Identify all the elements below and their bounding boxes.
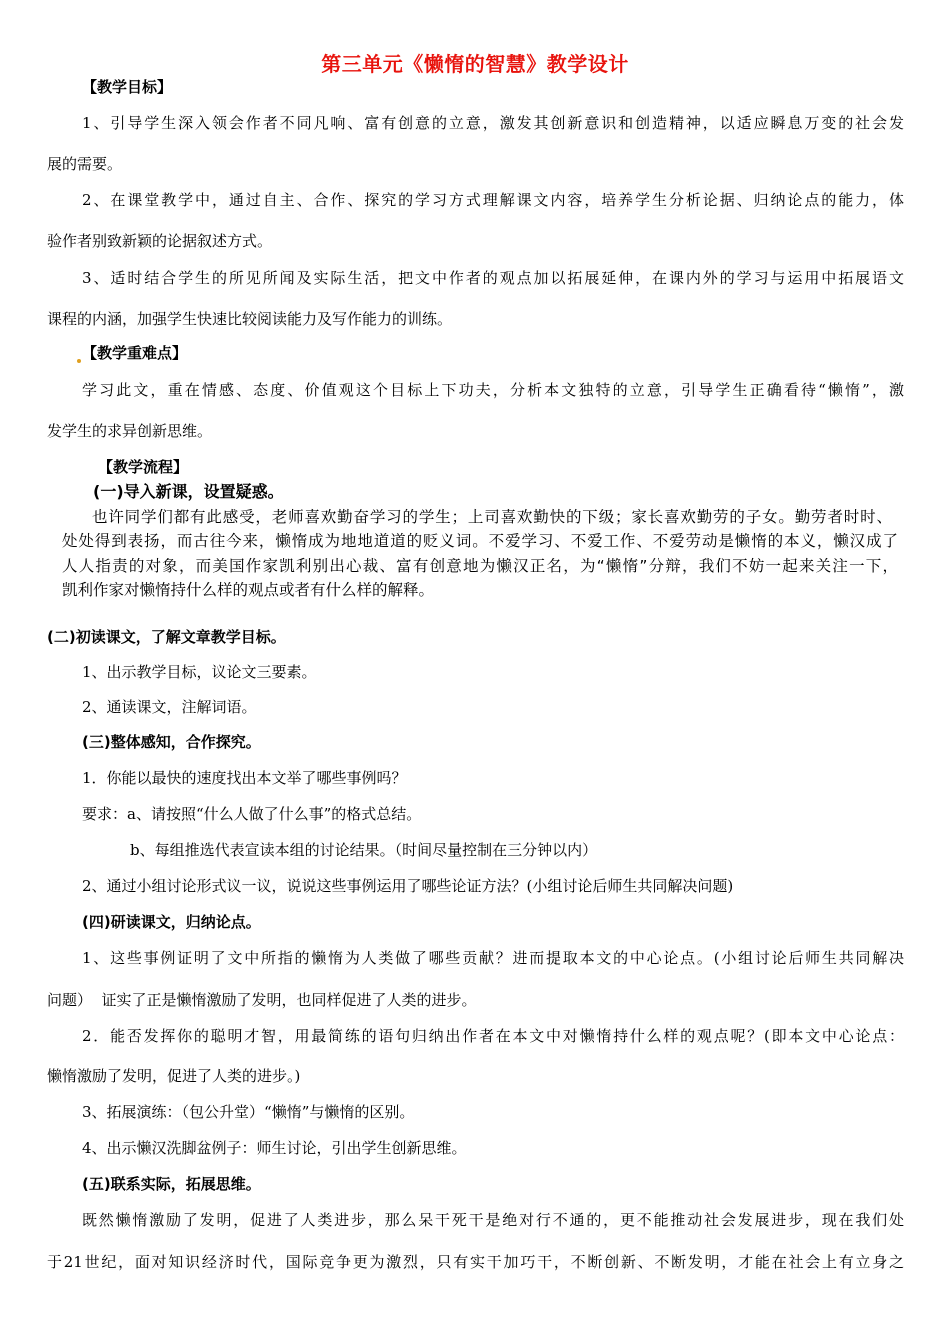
- step-5-heading: (五)联系实际，拓展思维。: [82, 1175, 261, 1193]
- intro-line-4: 凯利作家对懒惰持什么样的观点或者有什么样的解释。: [62, 581, 435, 599]
- objective-2-line-2: 验作者别致新颖的论据叙述方式。: [47, 232, 273, 250]
- section-heading-key-points: [76, 343, 187, 363]
- step-5-line-2: 于21世纪，面对知识经济时代，国际竞争更为激烈，只有实干加巧干，不断创新、不断发明，才能在社会上有立身之: [47, 1253, 904, 1271]
- step-2-item-1: 1、出示教学目标，议论文三要素。: [82, 663, 317, 681]
- step-1-heading: (一)导入新课，设置疑惑。: [93, 482, 284, 501]
- step-3-requirement-b: b、每组推选代表宣读本组的讨论结果。（时间尽量控制在三分钟以内）: [130, 841, 598, 859]
- document-title: 第三单元《懒惰的智慧》教学设计: [321, 52, 629, 76]
- step-4-item-2-line-2: 懒惰激励了发明，促进了人类的进步。): [47, 1067, 301, 1085]
- objective-1-line-2: 展的需要。: [47, 155, 123, 173]
- objective-3-line-1: 3、适时结合学生的所见所闻及实际生活，把文中作者的观点加以拓展延伸，在课内外的学习与运用中拓展语文: [82, 269, 904, 287]
- step-4-item-2-line-1: 2．能否发挥你的聪明才智，用最简练的语句归纳出作者在本文中对懒惰持什么样的观点呢？(即本文中心论点：: [82, 1027, 904, 1045]
- step-4-item-1-line-1: 1、这些事例证明了文中所指的懒惰为人类做了哪些贡献？进而提取本文的中心论点。(小组讨论后师生共同解决: [82, 949, 904, 967]
- key-points-heading-text: 【教学重难点】: [82, 344, 188, 362]
- step-3-heading: (三)整体感知，合作探究。: [82, 733, 261, 751]
- step-3-item-1: 1．你能以最快的速度找出本文举了哪些事例吗？: [82, 769, 407, 787]
- intro-line-3: 人人指责的对象，而美国作家凯利别出心裁、富有创意地为懒汉正名，为“懒惰”分辩，我们不妨一起来关注一下，: [62, 557, 898, 575]
- step-4-item-1-line-2: 问题） 证实了正是懒惰激励了发明，也同样促进了人类的进步。: [47, 991, 477, 1009]
- step-4-item-3: 3、拓展演练：（包公升堂）“懒惰”与懒惰的区别。: [82, 1103, 415, 1121]
- objective-3-line-2: 课程的内涵，加强学生快速比较阅读能力及写作能力的训练。: [47, 310, 453, 328]
- objective-1-line-1: 1、引导学生深入领会作者不同凡响、富有创意的立意，激发其创新意识和创造精神，以适应瞬息万变的社会发: [82, 114, 904, 132]
- key-points-line-1: 学习此文，重在情感、态度、价值观这个目标上下功夫，分析本文独特的立意，引导学生正确看待“懒惰”，激: [82, 381, 904, 399]
- step-3-item-2: 2、通过小组讨论形式议一议，说说这些事例运用了哪些论证方法？(小组讨论后师生共同解决问题): [82, 877, 734, 895]
- intro-line-2: 处处得到表扬，而古往今来，懒惰成为地地道道的贬义词。不爱学习、不爱工作、不爱劳动是懒惰的本义，懒汉成了: [62, 532, 898, 550]
- section-heading-objectives: 【教学目标】: [82, 78, 173, 96]
- step-2-heading: (二)初读课文，了解文章教学目标。: [47, 628, 286, 646]
- ink-speck: [77, 359, 81, 363]
- step-5-line-1: 既然懒惰激励了发明，促进了人类进步，那么呆干死干是绝对行不通的，更不能推动社会发展进步，现在我们处: [82, 1211, 904, 1229]
- section-heading-process: 【教学流程】: [98, 458, 189, 476]
- step-3-requirement-a: 要求：a、请按照“什么人做了什么事”的格式总结。: [82, 805, 422, 823]
- step-2-item-2: 2、通读课文，注解词语。: [82, 698, 257, 716]
- step-4-heading: (四)研读课文，归纳论点。: [82, 913, 261, 931]
- intro-line-1: 也许同学们都有此感受，老师喜欢勤奋学习的学生；上司喜欢勤快的下级；家长喜欢勤劳的子女。勤劳者时时、: [92, 508, 892, 526]
- objective-2-line-1: 2、在课堂教学中，通过自主、合作、探究的学习方式理解课文内容，培养学生分析论据、归纳论点的能力，体: [82, 191, 904, 209]
- key-points-line-2: 发学生的求异创新思维。: [47, 422, 213, 440]
- step-4-item-4: 4、出示懒汉洗脚盆例子：师生讨论，引出学生创新思维。: [82, 1139, 467, 1157]
